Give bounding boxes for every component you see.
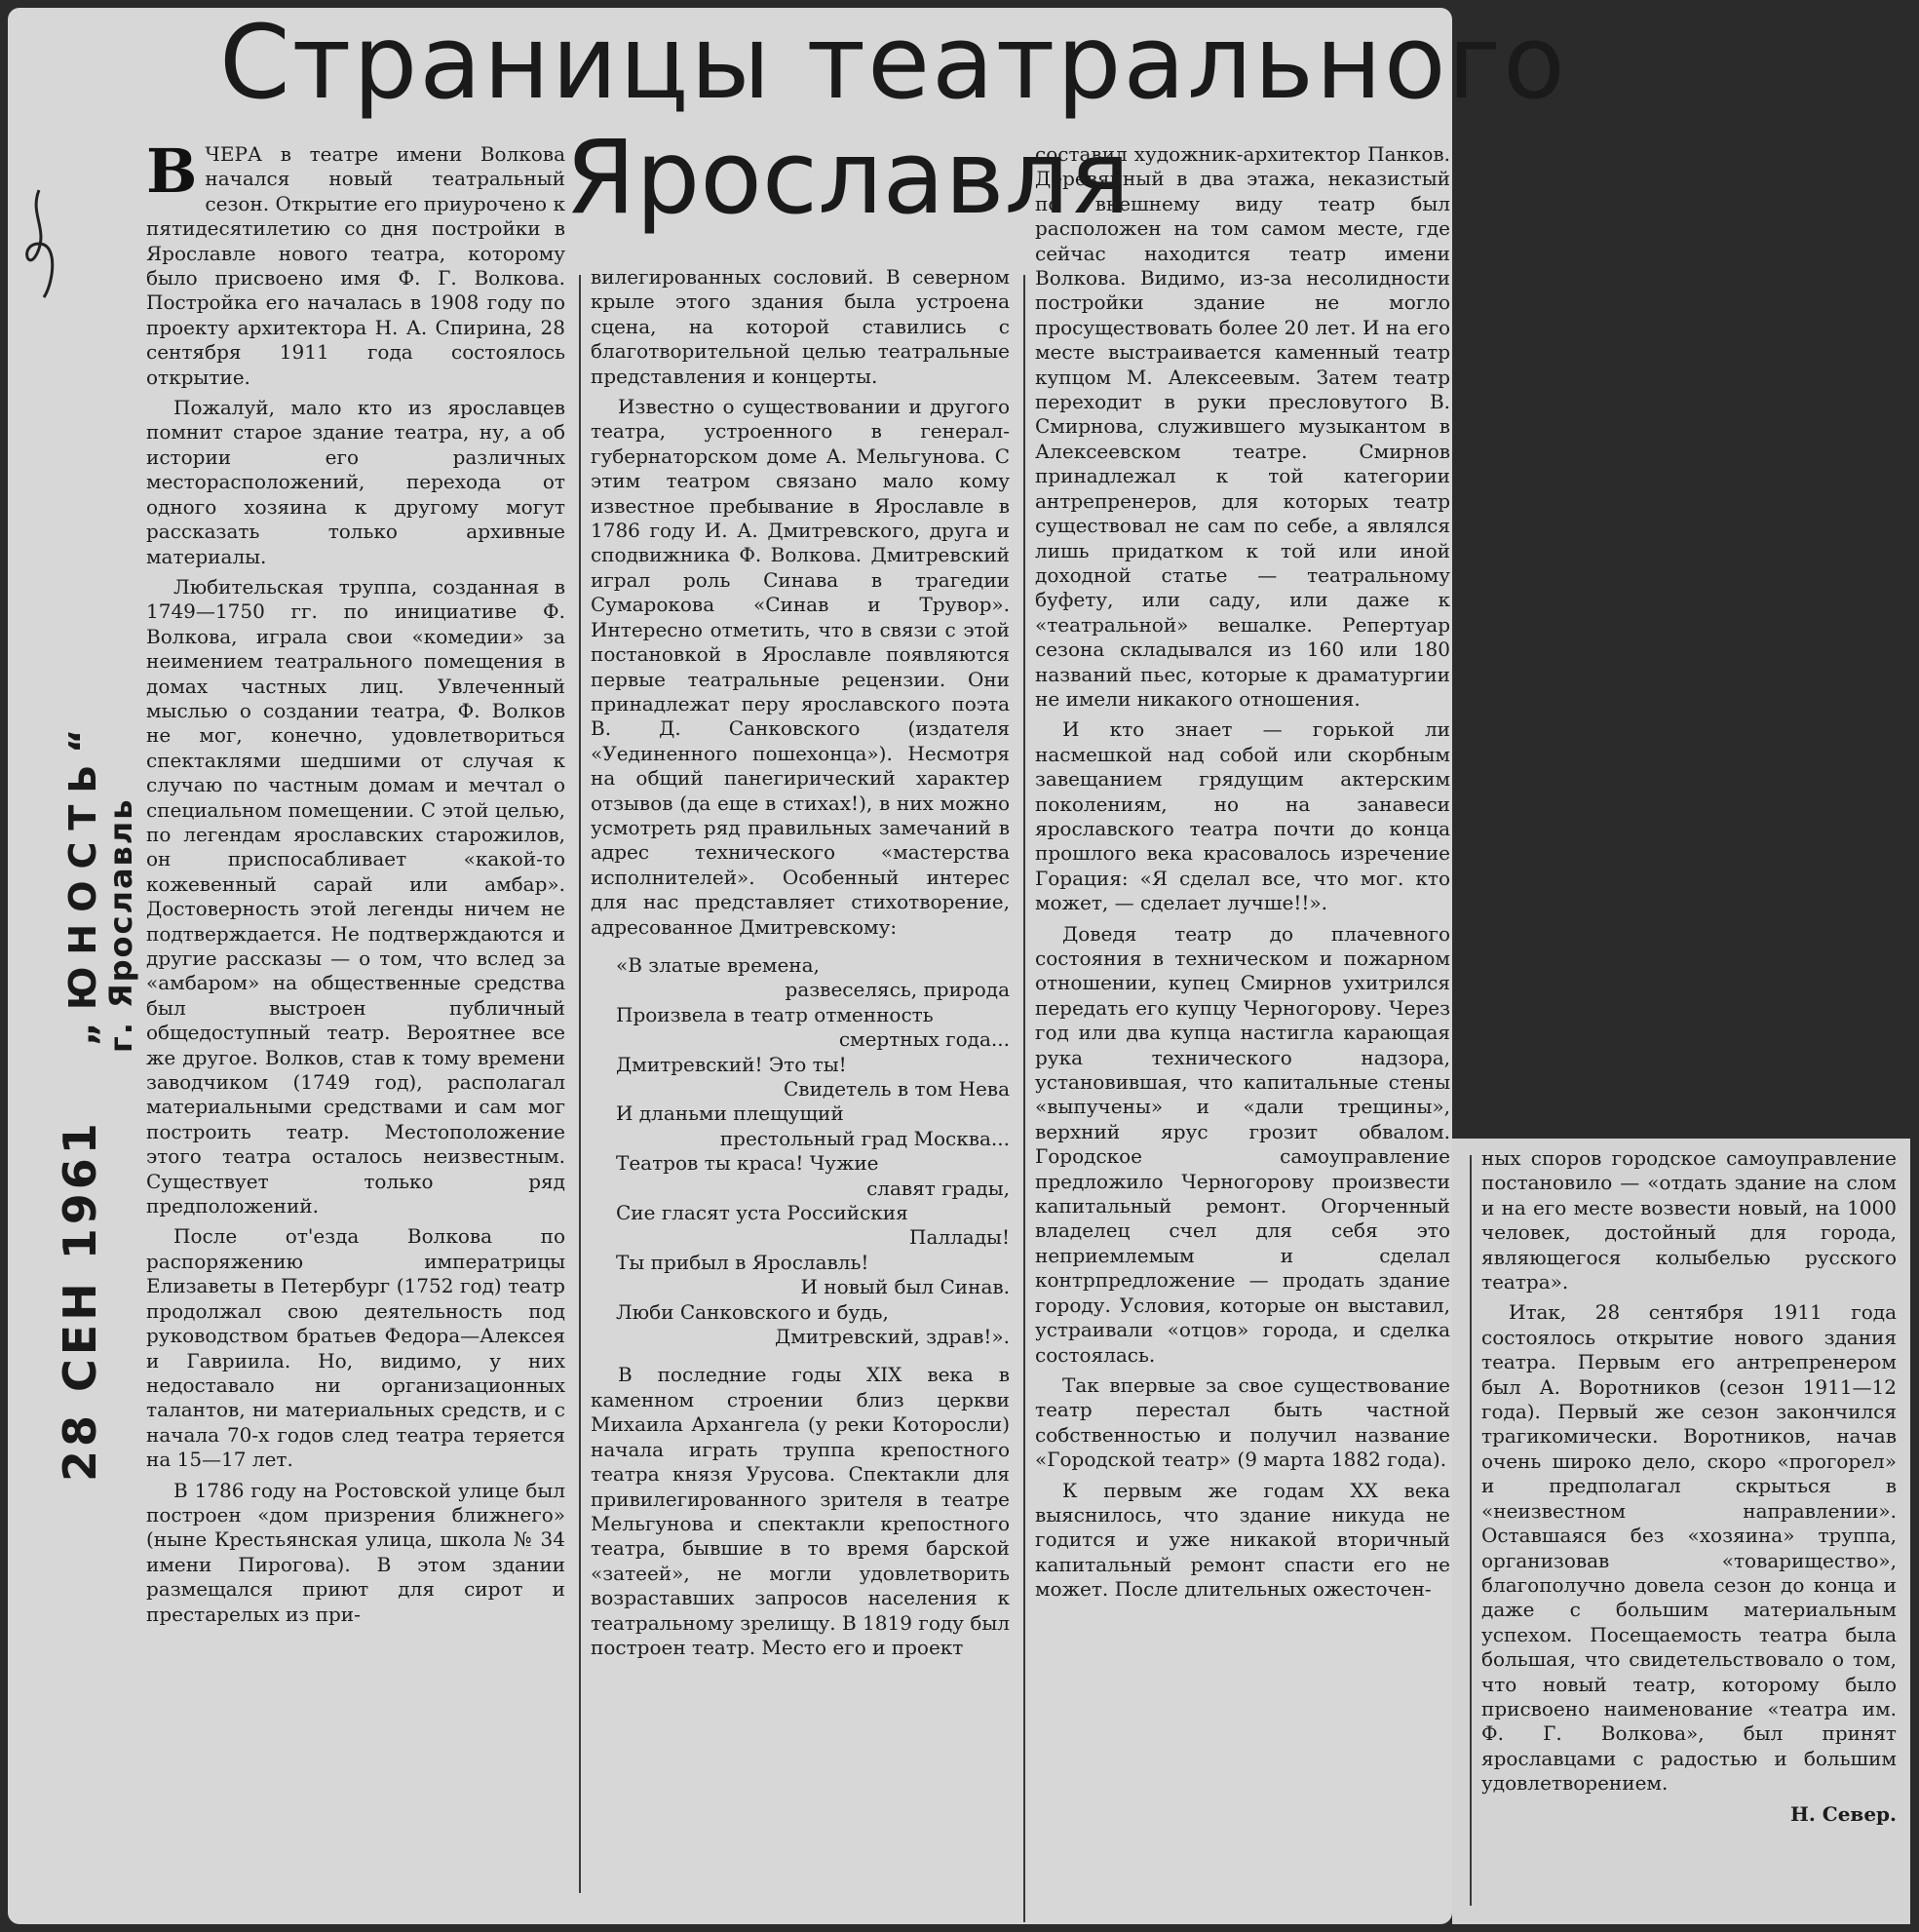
paragraph: ных споров городское самоуправление постановило — «отдать здание на слом и на его месте возвести новый, на 1000 человек, достойный для города, являющегося колыбелью русского театра». bbox=[1481, 1146, 1897, 1294]
poem-line: Сие гласят уста Российския bbox=[616, 1201, 908, 1225]
column-rule bbox=[579, 275, 581, 1893]
pencil-mark-icon bbox=[10, 185, 68, 302]
article-column-2 bbox=[591, 265, 1010, 1666]
paragraph: И кто знает — горькой ли насмешкой над собой или скорбным завещанием грядущим актерским поколениям, но на занавеси ярославского театра почти до конца прошлого века красовалось изречение Горация: «Я сделал все, что мог. кто может, — сделает лучше!!». bbox=[1035, 717, 1450, 915]
poem-line: И новый был Синав. bbox=[800, 1275, 1010, 1299]
article-column-3 bbox=[1035, 142, 1450, 1608]
paragraph: Любительская труппа, созданная в 1749—1750 гг. по инициативе Ф. Волкова, играла свои «комедии» за неимением театрального помещения в домах частных лиц. Увлеченный мыслью о создании театра, Ф. Волков не мог, конечно, удовлетвориться спектаклями шедшими от случая к случаю по частным домам и мечтал о специальном помещении. С этой целью, по легендам ярославских старожилов, он приспосабливает «какой-то кожевенный сарай или амбар». Достоверность этой легенды ничем не подтверждается. Не подтверждаются и другие рассказы — о том, что вслед за «амбаром» на общественные средства был выстроен публичный общедоступный театр. Вероятнее все же другое. Волков, став к тому времени заводчиком (1749 год), располагал материальными средствами и сам мог построить театр. Местоположение этого театра осталось неизвестным. Существует только ряд предположений. bbox=[146, 574, 565, 1218]
paragraph: вилегированных сословий. В северном крыле этого здания была устроена сцена, на которой ставились с благотворительной целью театральные представления и концерты. bbox=[591, 265, 1010, 388]
stamp-date: 28 СЕН 1961 bbox=[54, 1119, 106, 1482]
paragraph: В 1786 году на Ростовской улице был построен «дом призрения ближнего» (ныне Крестьянская улица, школа № 34 имени Пирогова). В этом здании размещался приют для сирот и престарелых из при- bbox=[146, 1478, 565, 1626]
paragraph: Известно о существовании и другого театра, устроенного в генерал-губернаторском доме А. Мельгунова. С этим театром связано мало кому известное пребывание в Ярославле в 1786 году И. А. Дмитревского, друга и сподвижника Ф. Волкова. Дмитревский играл роль Синава в трагедии Сумарокова «Синав и Трувор». Интересно отметить, что в связи с этой постановкой в Ярославле появляются первые театральные рецензии. Они принадлежат перу ярославского поэта В. Д. Санковского (издателя «Уединенного пошехонца»). Несмотря на общий панегирический характер отзывов (да еще в стихах!), в них можно усмотреть ряд правильных замечаний в адрес технического «мастерства исполнителей». Особенный интерес для нас представляет стихотворение, адресованное Дмитревскому: bbox=[591, 395, 1010, 939]
poem-line: развеселясь, природа bbox=[785, 978, 1010, 1002]
poem-line: Паллады! bbox=[909, 1225, 1010, 1250]
author-signature: Н. Север. bbox=[1789, 1801, 1897, 1826]
poem-line: Произвела в театр отменность bbox=[616, 1002, 934, 1026]
article-column-4 bbox=[1481, 1146, 1897, 1827]
stamp-newspaper: „ЮНОСТЬ“ bbox=[61, 716, 104, 1047]
poem-line: славят грады, bbox=[866, 1176, 1010, 1200]
poem-line: Театров ты краса! Чужие bbox=[616, 1151, 879, 1176]
paragraph: Пожалуй, мало кто из ярославцев помнит старое здание театра, ну, а об истории его различных месторасположений, перехода от одного хозяина к другому могут рассказать только архивные материалы. bbox=[146, 396, 565, 568]
date-stamp bbox=[54, 717, 106, 1482]
paragraph: Так впервые за свое существование театр перестал быть частной собственностью и получил название «Городской театр» (9 марта 1882 года). bbox=[1035, 1372, 1450, 1472]
paragraph: К первым же годам XX века выяснилось, что здание никуда не годится и уже никакой вторичный капитальный ремонт спасти его не может. После длительных ожесточен- bbox=[1035, 1478, 1450, 1602]
column-rule bbox=[1470, 1155, 1472, 1906]
poem-line: Люби Санковского и будь, bbox=[616, 1299, 889, 1324]
column-rule bbox=[1023, 275, 1025, 1922]
headline-line-1: Страницы театрального bbox=[219, 3, 1567, 122]
poem bbox=[616, 953, 1010, 1350]
headline-line-2: Ярославля bbox=[565, 118, 1131, 237]
paragraph: Доведя театр до плачевного состояния в техническом и пожарном отношении, купец Смирнов ухитрился передать его купцу Черногорову. Через год или два купца настигла карающая рука технического надзора, установившая, что капитальные стены «выпучены» и «дали трещины», верхний ярус грозит обвалом. Городское самоуправление предложило Черногорову произвести капитальный ремонт. Огорченный владелец счел для себя это неприемлемым и сделал контрпредложение — продать здание городу. Условия, которые он выставил, устраивали «отцов» города, и сделка состоялась. bbox=[1035, 921, 1450, 1367]
stamp-city: г. Ярославль bbox=[102, 797, 139, 1053]
poem-line: Ты прибыл в Ярославль! bbox=[616, 1250, 869, 1274]
poem-line: Свидетель в том Нева bbox=[784, 1077, 1010, 1101]
paragraph: Итак, 28 сентября 1911 года состоялось открытие нового здания театра. Первым его антрепренером был А. Воротников (сезон 1911—12 года). Первый же сезон закончился трагикомически. Воротников, начав очень широко дело, скоро «прогорел» и предполагал скрыться в «неизвестном направлении». Оставшаяся без «хозяина» труппа, организовав «товарищество», благополучно довела сезон до конца и даже с большим материальным успехом. Посещаемость театра была большая, что свидетельствовало о том, что новый театр, которому было присвоено наименование «театра им. Ф. Г. Волкова», был принят ярославцами с радостью и большим удовлетворением. bbox=[1481, 1300, 1897, 1796]
paragraph: составил художник-архитектор Панков. Деревянный в два этажа, неказистый по внешнему виду театр был расположен на том самом месте, где сейчас находится театр имени Волкова. Видимо, из-за несолидности постройки здание не могло просуществовать более 20 лет. И на его месте выстраивается каменный театр купцом М. Алексеевым. Затем театр переходит в руки пресловутого В. Смирнова, служившего музыкантом в Алексеевском театре. Смирнов принадлежал к той категории антрепренеров, для которых театр существовал не сам по себе, а являлся лишь придатком к той или иной доходной статье — театральному буфету, или саду, или даже к «театральной» вешалке. Репертуар сезона складывался из 160 или 180 названий пьес, которые к драматургии не имели никакого отношения. bbox=[1035, 142, 1450, 711]
poem-line: И дланьми плещущий bbox=[616, 1101, 844, 1126]
paragraph: ВЧЕРА в театре имени Волкова начался новый театральный сезон. Открытие его приурочено к пятидесятилетию со дня постройки в Ярославле нового театра, которому было присвоено имя Ф. Г. Волкова. Постройка его началась в 1908 году по проекту архитектора Н. А. Спирина, 28 сентября 1911 года состоялось открытие. bbox=[146, 135, 565, 389]
poem-line: «В златые времена, bbox=[616, 952, 820, 977]
paragraph: В последние годы XIX века в каменном строении близ церкви Михаила Архангела (у реки Которосли) начала играть труппа крепостного театра князя Урусова. Спектакли для привилегированного зрителя в театре Мельгунова и спектакли крепостного театра, бывшие в то время барской «затеей», не могли удовлетворить возраставших запросов населения к театральному зрелищу. В 1819 году был построен театр. Место его и проект bbox=[591, 1363, 1010, 1659]
article-column-1 bbox=[146, 135, 565, 1633]
poem-line: Дмитревский, здрав!». bbox=[774, 1325, 1010, 1349]
poem-line: престольный град Москва... bbox=[719, 1126, 1010, 1150]
drop-cap: В bbox=[146, 135, 198, 207]
poem-line: Дмитревский! Это ты! bbox=[616, 1052, 847, 1076]
paragraph: После от'езда Волкова по распоряжению императрицы Елизаветы в Петербург (1752 год) театр продолжал свою деятельность под руководством братьев Федора—Алексея и Гавриила. Но, видимо, у них недоставало ни организационных талантов, ни материальных средств, и с начала 70-х годов след театра теряется на 15—17 лет. bbox=[146, 1224, 565, 1472]
poem-line: смертных года... bbox=[838, 1027, 1010, 1052]
